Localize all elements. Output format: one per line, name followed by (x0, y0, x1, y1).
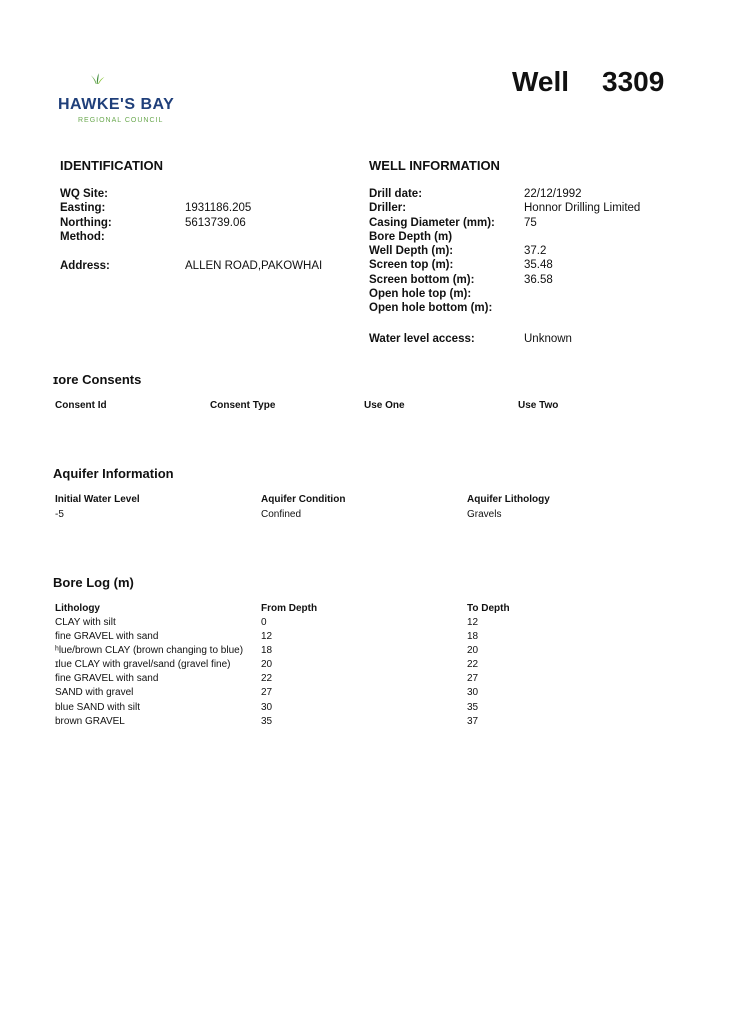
bore-depth-label: Bore Depth (m) (369, 230, 453, 243)
screen-bottom-label: Screen bottom (m): (369, 273, 475, 286)
identification-values (185, 187, 251, 244)
page-title-word: Well (512, 66, 570, 97)
identification-heading: IDENTIFICATION (60, 158, 164, 173)
table-cell: 12 (261, 631, 273, 643)
easting-value: 1931186.205 (185, 202, 252, 215)
table-cell: 35 (261, 715, 273, 727)
well-depth-value: 37.2 (524, 245, 547, 258)
bore-consents-heading: ɪore Consents (53, 372, 142, 387)
driller-label: Driller: (369, 202, 407, 215)
well-info-values (524, 187, 640, 316)
aquifer-lithology-value: Gravels (467, 509, 502, 520)
open-hole-top-label: Open hole top (m): (369, 288, 472, 301)
drill-date-label: Drill date: (369, 188, 423, 200)
table-cell: 18 (261, 645, 273, 657)
table-row: CLAY with silt (55, 617, 116, 628)
consent-id-header: Consent Id (55, 400, 107, 411)
aquifer-heading: Aquifer Information (53, 466, 174, 481)
bore-log-heading: Bore Log (m) (53, 575, 134, 590)
table-row: fine GRAVEL with sand (55, 673, 159, 685)
table-cell: 0 (261, 617, 267, 628)
water-level-access-value: Unknown (524, 333, 572, 345)
method-value (185, 230, 251, 244)
table-cell: 37 (467, 715, 479, 727)
well-information-heading: WELL INFORMATION (369, 158, 500, 173)
northing-label: Northing: (60, 216, 112, 229)
table-row: ʰlue/brown CLAY (brown changing to blue) (55, 645, 244, 657)
identification-labels (60, 187, 112, 244)
table-cell: 22 (467, 659, 479, 671)
to-depth-header: To Depth (467, 603, 510, 614)
table-cell: 30 (261, 701, 273, 713)
table-row: blue SAND with silt (55, 701, 141, 713)
method-label: Method: (60, 230, 105, 243)
aquifer-condition-header: Aquifer Condition (261, 494, 346, 505)
table-cell: 18 (467, 631, 479, 643)
table-row: brown GRAVEL (55, 715, 125, 727)
use-two-header: Use Two (518, 400, 559, 411)
well-number: 3309 (602, 66, 665, 97)
screen-top-label: Screen top (m): (369, 259, 454, 272)
table-cell: 12 (467, 617, 479, 628)
table-cell: 35 (467, 701, 479, 713)
table-row: SAND with gravel (55, 687, 134, 699)
table-row: fine GRAVEL with sand (55, 631, 159, 643)
use-one-header: Use One (364, 400, 405, 411)
casing-diameter-label: Casing Diameter (mm): (369, 216, 495, 229)
to-depth-column (467, 616, 478, 729)
casing-diameter-value: 75 (524, 216, 537, 229)
wq-site-label: WQ Site: (60, 188, 108, 200)
logo-subtext: REGIONAL COUNCIL (78, 117, 164, 124)
lithology-column (55, 616, 261, 729)
table-cell: 20 (261, 659, 273, 671)
northing-value: 5613739.06 (185, 216, 246, 229)
aquifer-lithology-header: Aquifer Lithology (467, 494, 550, 505)
water-level-access-label: Water level access: (369, 333, 475, 345)
address-label: Address: (60, 260, 110, 272)
lithology-header: Lithology (55, 603, 100, 614)
screen-top-value: 35.48 (524, 259, 553, 272)
drill-date-value: 22/12/1992 (524, 188, 582, 200)
open-hole-bottom-label: Open hole bottom (m): (369, 302, 493, 315)
from-depth-header: From Depth (261, 603, 318, 614)
consent-type-header: Consent Type (210, 400, 276, 411)
table-cell: 22 (261, 673, 273, 685)
table-row: ɪlue CLAY with gravel/sand (gravel fine) (55, 659, 231, 671)
table-cell: 20 (467, 645, 479, 657)
table-cell: 27 (467, 673, 479, 685)
open-hole-bottom-value (524, 301, 640, 315)
table-cell: 30 (467, 687, 479, 699)
well-depth-label: Well Depth (m): (369, 245, 454, 258)
address-value: ALLEN ROAD,PAKOWHAI (185, 260, 323, 272)
well-info-labels (369, 187, 495, 316)
screen-bottom-value: 36.58 (524, 273, 553, 286)
open-hole-top-value (524, 287, 640, 301)
table-cell: 27 (261, 687, 273, 699)
from-depth-column (261, 616, 272, 729)
driller-value: Honnor Drilling Limited (524, 202, 641, 215)
aquifer-condition-value: Confined (261, 509, 302, 520)
initial-water-level-value: -5 (55, 509, 64, 520)
initial-water-level-header: Initial Water Level (55, 494, 140, 505)
easting-label: Easting: (60, 202, 106, 215)
wq-site-value (185, 187, 251, 201)
bore-depth-value (524, 230, 640, 244)
logo-text: HAWKE'S BAY (58, 96, 175, 113)
